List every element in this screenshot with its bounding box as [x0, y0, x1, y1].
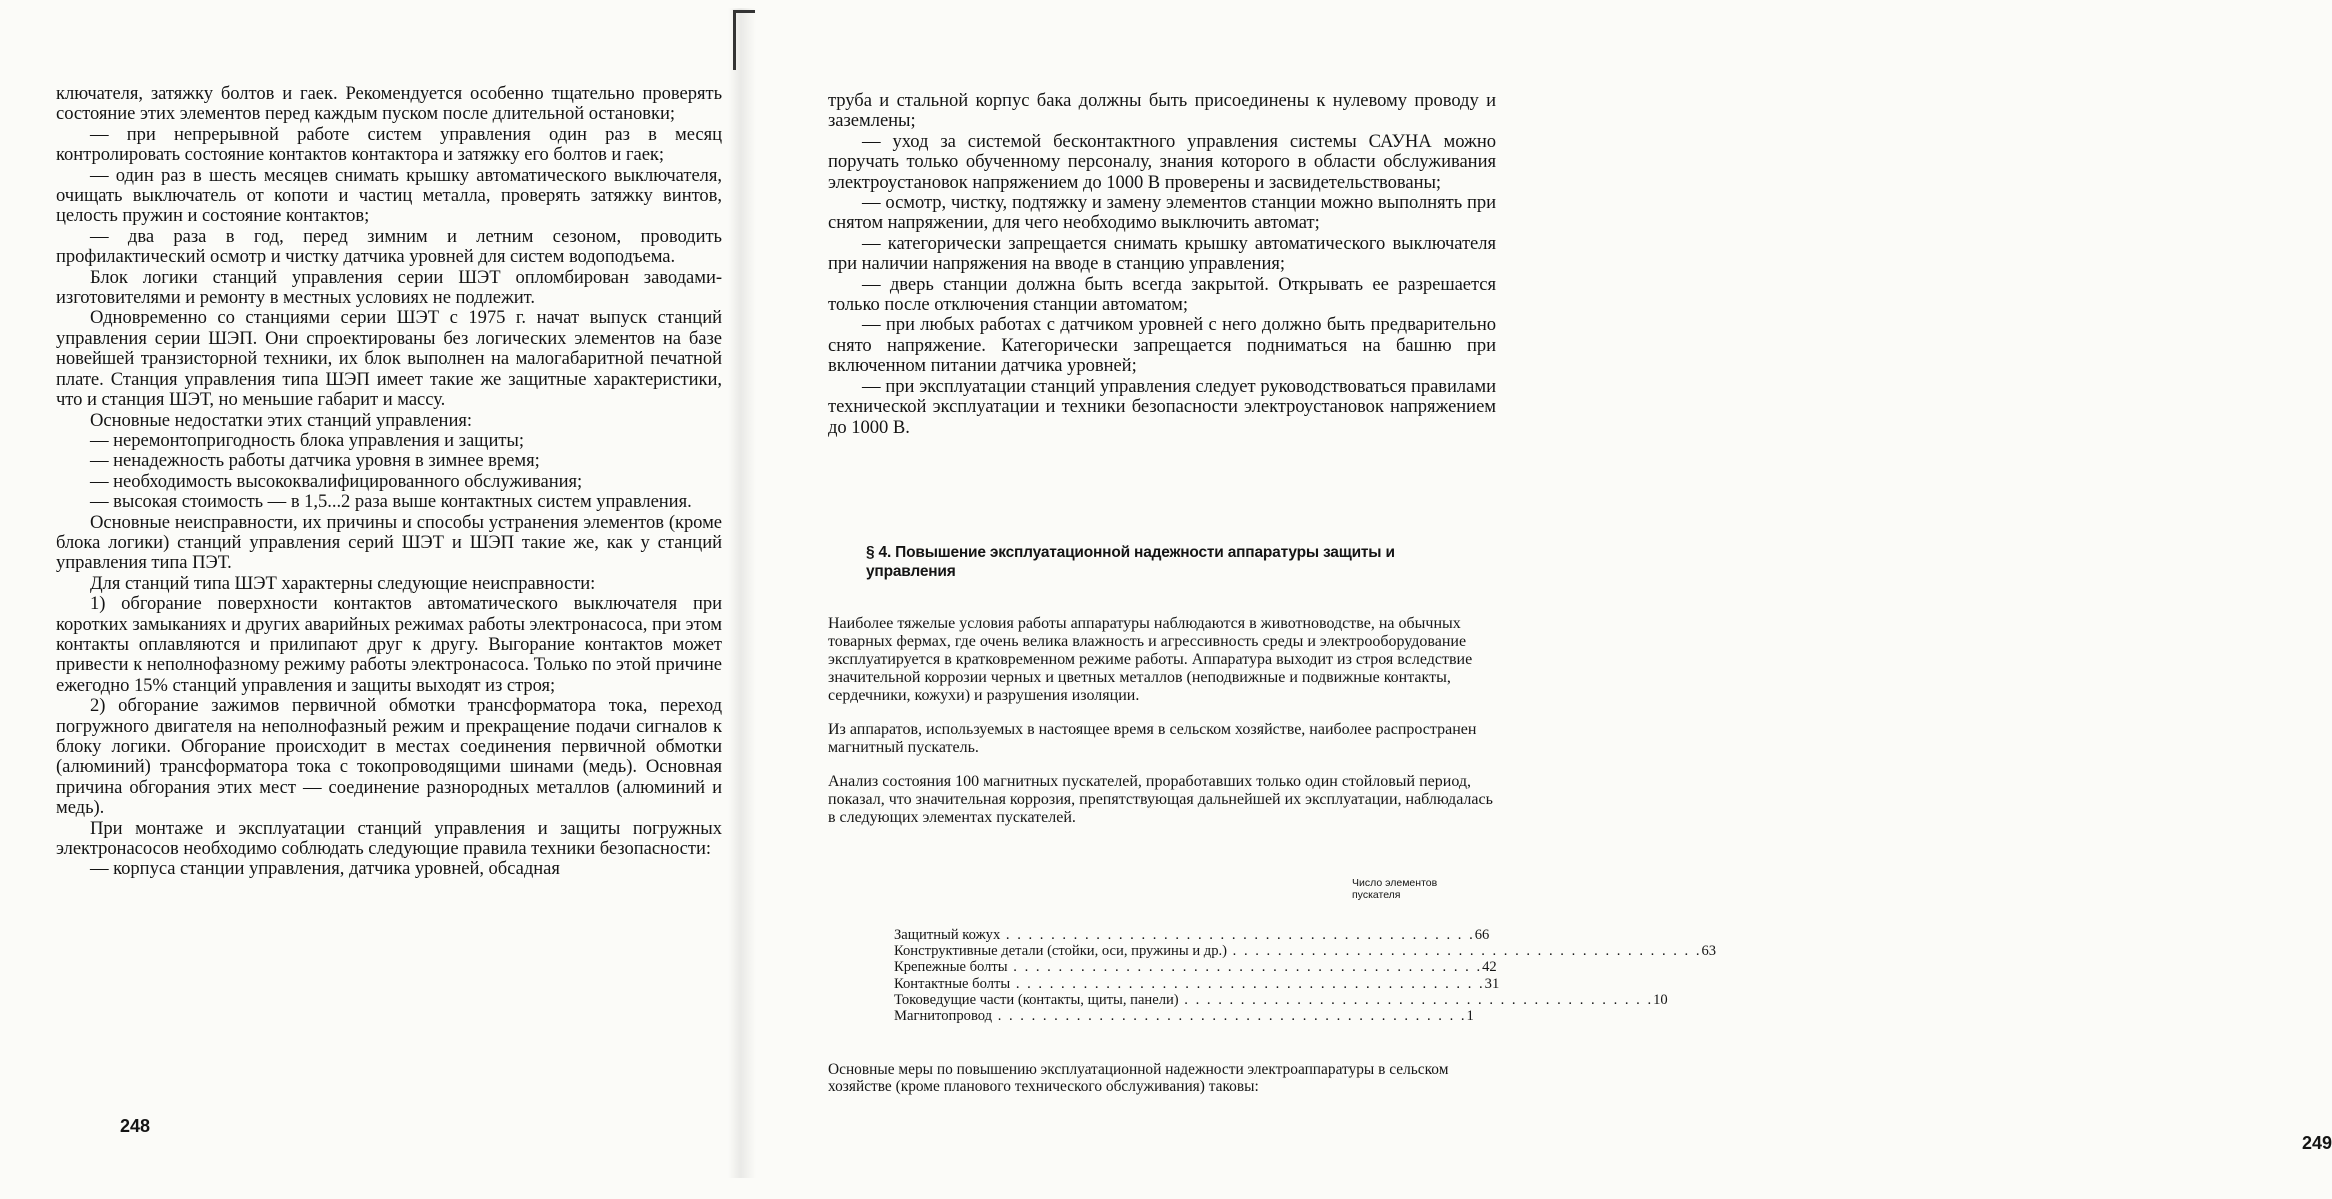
paragraph: — ненадежность работы датчика уровня в зимнее время;: [90, 450, 540, 472]
paragraph: труба и стальной корпус бака должны быть присоединены к нулевому проводу и заземлены;: [828, 90, 1496, 132]
paragraph: Анализ состояния 100 магнитных пускателей, проработавших только один стойловый период, показал, что значительная коррозия, препятствующая дальнейшей их эксплуатации, наблюдалась в следующих элементах пускателей.: [828, 773, 1493, 826]
paragraph: — при непрерывной работе систем управления один раз в месяц контролировать состояние контактов контактора и затяжку его болтов и гаек;: [56, 123, 722, 166]
table-row: [894, 1008, 1474, 1025]
paragraph: 1) обгорание поверхности контактов автоматического выключателя при коротких замыканиях и других аварийных режимах работы электронасоса, при этом контакты оплавляются и прилипают друг к другу. Выгорание контактов может привести к неполнофазному режиму работы электронасоса. Только по этой причине ежегодно 15% станций управления и защиты выходят из строя;: [56, 593, 722, 696]
table-row: [894, 975, 1500, 992]
paragraph: — один раз в шесть месяцев снимать крышку автоматического выключателя, очищать выключатель от копоти и частиц металла, проверять затяжку винтов, целость пружин и состояние контактов;: [56, 164, 722, 227]
section-heading: § 4. Повышение эксплуатационной надежности аппаратуры защиты и управления: [866, 544, 1395, 580]
paragraph: — два раза в год, перед зимним и летним сезоном, проводить профилактический осмотр и чистку датчика уровней для систем водоподъема.: [56, 225, 722, 268]
paragraph: — при любых работах с датчиком уровней с него должно быть предварительно снято напряжение. Категорически запрещается подниматься на башню при включенном питании датчика уровней;: [828, 314, 1496, 377]
table-row-value: 63: [1701, 943, 1717, 960]
paragraph: Для станций типа ШЭТ характерны следующие неисправности:: [90, 572, 596, 594]
paragraph: Блок логики станций управления серии ШЭТ опломбирован заводами-изготовителями и ремонту в местных условиях не подлежит.: [56, 266, 722, 309]
table-row-label: Магнитопровод . . .: [894, 1008, 1467, 1024]
table-row: [894, 959, 1497, 976]
paragraph: Основные неисправности, их причины и способы устранения элементов (кроме блока логики) станций управления серий ШЭТ и ШЭП такие же, как у станций управления типа ПЭТ.: [56, 511, 722, 574]
table-column-header: Число элементов пускателя: [1352, 877, 1438, 901]
page-number-left: 248: [120, 1116, 151, 1136]
paragraph: — категорически запрещается снимать крышку автоматического выключателя при наличии напряжения на вводе в станцию управления;: [828, 232, 1496, 275]
left-page-body: [56, 84, 722, 880]
paragraph: — уход за системой бесконтактного управления системы САУНА можно поручать только обученному персоналу, знания которого в области обслуживания электроустановок напряжением до 1000 В проверены и засвидетельствованы;: [828, 130, 1496, 193]
paragraph: При монтаже и эксплуатации станций управления и защиты погружных электронасосов необходимо соблюдать следующие правила техники безопасности:: [56, 817, 722, 860]
table-row-label: Токоведущие части (контакты, щиты, панели) . . .: [894, 992, 1653, 1008]
right-page-body-mid: [828, 599, 1496, 843]
table-row-value: 10: [1653, 991, 1668, 1008]
table-row: [894, 927, 1490, 943]
binding-mark: [733, 10, 736, 70]
table-row: [894, 943, 1717, 960]
paragraph: — необходимость высококвалифицированного обслуживания;: [90, 470, 583, 492]
paragraph: Одновременно со станциями серии ШЭТ с 1975 г. начат выпуск станций управления серии ШЭП. Они спроектированы без логических элементов на базе новейшей транзисторной техники, их блок выполнен на малогабаритной печатной плате. Станция управления типа ШЭП имеет такие же защитные характеристики, что и станция ШЭТ, но меньшие габарит и массу.: [56, 307, 722, 411]
paragraph: — при эксплуатации станций управления следует руководствоваться правилами технической эксплуатации и техники безопасности электроустановок напряжением до 1000 В.: [828, 375, 1496, 438]
right-page-body-bottom: [828, 1047, 1496, 1112]
paragraph: Основные меры по повышению эксплуатационной надежности электроаппаратуры в сельском хозяйстве (кроме планового технического обслуживания) таковы:: [828, 1061, 1449, 1096]
table-row-value: 66: [1474, 927, 1490, 943]
paragraph: — дверь станции должна быть всегда закрытой. Открывать ее разрешается только после отключения станции автоматом;: [828, 273, 1496, 316]
table-row-label: Конструктивные детали (стойки, оси, пружины и др.) . . .: [894, 943, 1701, 959]
table-row-value: 42: [1482, 959, 1497, 976]
table-row: [894, 991, 1668, 1008]
page-number-right: 249: [2302, 1133, 2332, 1153]
table-row-label: Контактные болты . . .: [894, 976, 1485, 992]
right-page-body-top: [828, 91, 1496, 438]
paragraph: — корпуса станции управления, датчика уровней, обсадная: [90, 858, 560, 880]
defects-table: [894, 927, 1717, 1025]
table-row-label: Крепежные болты . . .: [894, 959, 1482, 975]
paragraph: Основные недостатки этих станций управления:: [90, 409, 472, 431]
book-gutter: [728, 8, 756, 1178]
binding-mark-top: [733, 10, 755, 13]
paragraph: — высокая стоимость — в 1,5...2 раза выше контактных систем управления.: [90, 491, 692, 513]
paragraph: Наиболее тяжелые условия работы аппаратуры наблюдаются в животноводстве, на обычных товарных фермах, где очень велика влажность и агрессивность среды и электрооборудование эксплуатируется в кратковременном режиме работы. Аппаратура выходит из строя вследствие значительной коррозии черных и цветных металлов (неподвижные и подвижные контакты, сердечники, кожухи) и разрушения изоляции.: [828, 615, 1473, 704]
paragraph: — осмотр, чистку, подтяжку и замену элементов станции можно выполнять при снятом напряжении, для чего необходимо выключить автомат;: [828, 192, 1496, 234]
table-row-value: 1: [1466, 1008, 1474, 1025]
paragraph: Из аппаратов, используемых в настоящее время в сельском хозяйстве, наиболее распространен магнитный пускатель.: [828, 721, 1477, 756]
paragraph: 2) обгорание зажимов первичной обмотки трансформатора тока, переход погружного двигателя на неполнофазный режим и прекращение подачи сигналов к блоку логики. Обгорание происходит в местах соединения первичной обмотки (алюминий) трансформатора тока с токопроводящими шинами (медь). Основная причина обгорания этих мест — соединение разнородных металлов (алюминий и медь).: [56, 695, 722, 819]
paragraph: ключателя, затяжку болтов и гаек. Рекомендуется особенно тщательно проверять состояние этих элементов перед каждым пуском после длительной остановки;: [56, 83, 722, 125]
table-row-value: 31: [1484, 975, 1500, 992]
paragraph: — неремонтопригодность блока управления и защиты;: [90, 429, 524, 451]
table-row-label: Защитный кожух . . .: [894, 927, 1475, 943]
